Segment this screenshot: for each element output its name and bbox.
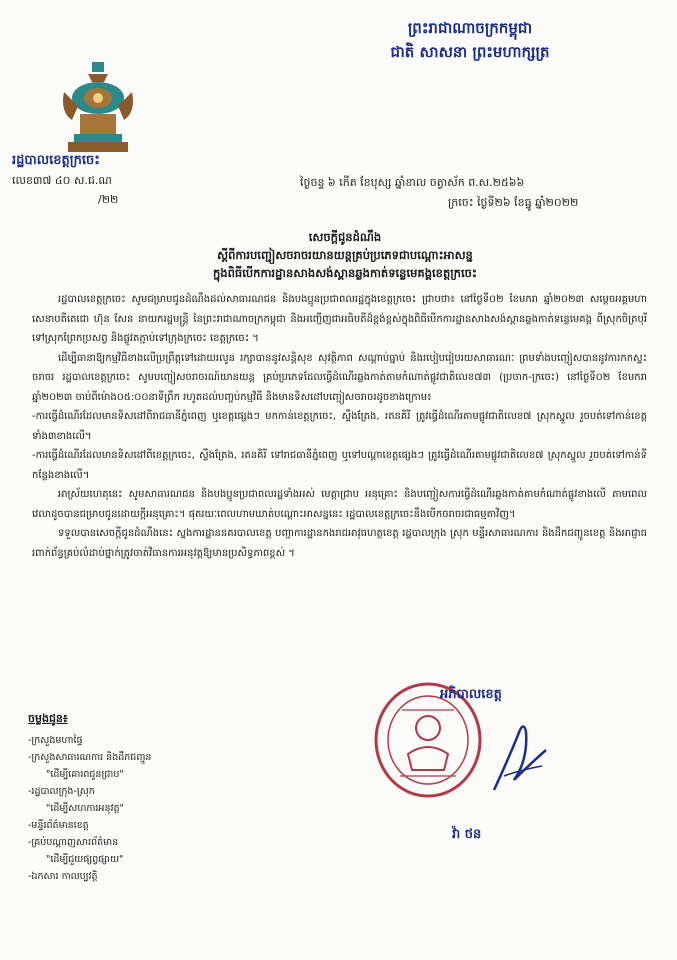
title-line-3: ក្នុងពិធីបើកការដ្ឋានសាងសង់ស្ពានឆ្លងកាត់ទន្លេមេគង្គខេត្តក្រចេះ [213,266,477,280]
recipient-item: -ក្រសួងមហាផ្ទៃ [28,735,83,746]
reference-number: លេខ៣៧ ៤០ ស.ជ.ណ [12,174,112,187]
recipient-item: -មន្ទីរព័ត៌មានខេត្ត [28,820,89,831]
kingdom-header [290,16,650,64]
recipient-item: -ឯកសារ កាលប្បវត្តិ [28,871,98,882]
recipient-item: -គ្រប់បណ្តាញសារព័ត៌មាន [28,837,119,848]
solar-date: ក្រចេះ ថ្ងៃទី២៦ ខែធ្នូ ឆ្នាំ២០២២ [448,196,579,209]
body-bullet: -ការធ្វើដំណើរដែលមានទិសដៅពីរាជធានីភ្នំពេញ ឬខេត្តផ្សេងៗ មកកាន់ខេត្តក្រចេះ, ស្ទឹងត្រែង, រតនគិរី ត្រូវធ្វើដំណើរតាមផ្លូវជាតិលេខ៧ ស្រុកស្នួល រួចបត់ទៅកាន់ខេត្តទាំង៣ខាងលើ។ [32,411,647,442]
body-paragraph: រដ្ឋបាលខេត្តក្រចេះ សូមជម្រាបជូនដំណឹងដល់សាធារណជន និងបងប្អូនប្រជាពលរដ្ឋក្នុងខេត្តក្រចេះ ជ្រាបថា៖ នៅថ្ងៃទី០២ ខែមករា ឆ្នាំ២០២៣ សម្តេចអគ្គមហាសេនាបតីតេជោ ហ៊ុន សែន នាយករដ្ឋមន្ត្រី នៃព្រះរាជាណាចក្រកម្ពុជា និងអញ្ជើញជាអធិបតីដ៏ខ្ពង់ខ្ពស់ក្នុងពិធីបើកការដ្ឋានសាងសង់ស្ពានឆ្លងកាត់ទន្លេមេគង្គ ពីស្រុកចិត្របុរី ទៅស្រុកព្រែកប្រសព្វ និងផ្លូវតភ្ជាប់ទៅក្រុងក្រចេះ ខេត្តក្រចេះ ។ [32,294,647,344]
document-title [40,228,650,282]
body-paragraph: ទទួលបានសេចក្តីជូនដំណឹងនេះ ស្នងការដ្ឋាននគរបាលខេត្ត បញ្ជាការដ្ឋានកងរាជអាវុធហត្ថខេត្ត រដ្ឋបាលក្រុង ស្រុក មន្ទីរសាធារណការ និងដឹកជញ្ជូនខេត្ត និងអាជ្ញាធរពាក់ព័ន្ធគ្រប់លំដាប់ថ្នាក់ត្រូវចាត់វិធានការអនុវត្តឱ្យមានប្រសិទ្ធភាពខ្ពស់ ។ [32,528,647,559]
recipient-note: "ដើម្បីគោរពជូនជ្រាប" [46,769,124,780]
recipient-note: "ដើម្បីជួយផ្សព្វផ្សាយ" [46,854,124,865]
handwritten-signature-icon [490,720,550,795]
body-paragraph: ដើម្បីធានាឱ្យកម្មវិធីខាងលើប្រព្រឹត្តទៅដោយរលូន រក្សាបាននូវសន្តិសុខ សុវត្ថិភាព សណ្តាប់ធ្នាប់ និងរបៀបរៀបរយសាធារណៈ ព្រមទាំងបញ្ជៀសបាននូវការកកស្ទះចរាចរ រដ្ឋបាលខេត្តក្រចេះ សូមបញ្ជៀសចរាចរណ៍យានយន្ត គ្រប់ប្រភេទដែលធ្វើដំណើរឆ្លងកាត់តាមកំណាត់ផ្លូវជាតិលេខ៧៣ (ប្រចាក-ក្រចេះ) នៅថ្ងៃទី០២ ខែមករា ឆ្នាំ២០២៣ ចាប់ពីម៉ោង០៥:០០នាទីព្រឹក រហូតដល់បញ្ចប់កម្មវិធី និងមានទិសដៅបញ្ជៀសចរាចរដូចខាងក្រោម៖ [32,352,647,403]
reference-number-suffix: /២២ [98,193,119,206]
recipients-heading: ចម្លងជូន៖ [28,712,68,725]
lunar-date: ថ្ងៃចន្ទ ៦ កើត ខែបុស្ស ឆ្នាំខាល ចត្វាស័ក ព.ស.២៥៦៦ [300,176,525,189]
recipient-item: -រដ្ឋបាលក្រុង-ស្រុក [28,786,95,797]
signatory-title: អភិបាលខេត្ត [440,687,502,702]
kingdom-name: ព្រះរាជាណាចក្រកម្ពុជា [407,19,533,37]
body-paragraph: អាស្រ័យហេតុនេះ សូមសាធារណជន និងបងប្អូនប្រជាពលរដ្ឋទាំងអស់ មេត្តាជ្រាប អនុគ្រោះ និងបញ្ជៀសការធ្វើដំណើរឆ្លងកាត់តាមកំណាត់ផ្លូវខាងលើ តាមពេលវេលាដូចបានជម្រាបជូនដោយក្តីអនុគ្រោះ។ ផុតរយៈពេលហាមឃាត់បណ្តោះអាសន្ននេះ រដ្ឋបាលខេត្តក្រចេះនឹងបើកចរាចរជាធម្មតាវិញ។ [32,489,647,520]
issuing-administration: រដ្ឋបាលខេត្តក្រចេះ [12,153,100,168]
title-line-1: សេចក្តីជូនដំណឹង [308,230,382,244]
national-motto: ជាតិ សាសនា ព្រះមហាក្សត្រ [390,43,550,61]
copy-recipients [28,712,238,885]
provincial-emblem-icon [58,62,138,154]
signatory-name: វ៉ា ថន [452,827,482,842]
recipient-item: -ក្រសួងសាធារណការ និងដឹកជញ្ជូន [28,752,152,763]
body-bullet: -ការធ្វើដំណើរដែលមានទិសដៅពីខេត្តក្រចេះ, ស្ទឹងត្រែង, រតនគិរី ទៅរាជធានីភ្នំពេញ ឬទៅបណ្តាខេត្តផ្សេងៗ ត្រូវធ្វើដំណើរតាមផ្លូវជាតិលេខ៧ ស្រុកស្នួល រួចបត់ទៅកាន់ទីកន្លែងខាងលើ។ [32,450,647,481]
title-line-2: ស្តីពីការបញ្ជៀសចរាចរយានយន្តគ្រប់ប្រភេទជាបណ្តោះអាសន្ន [217,248,473,262]
recipient-note: "ដើម្បីសហការអនុវត្ត" [46,803,124,814]
document-body [32,290,647,563]
